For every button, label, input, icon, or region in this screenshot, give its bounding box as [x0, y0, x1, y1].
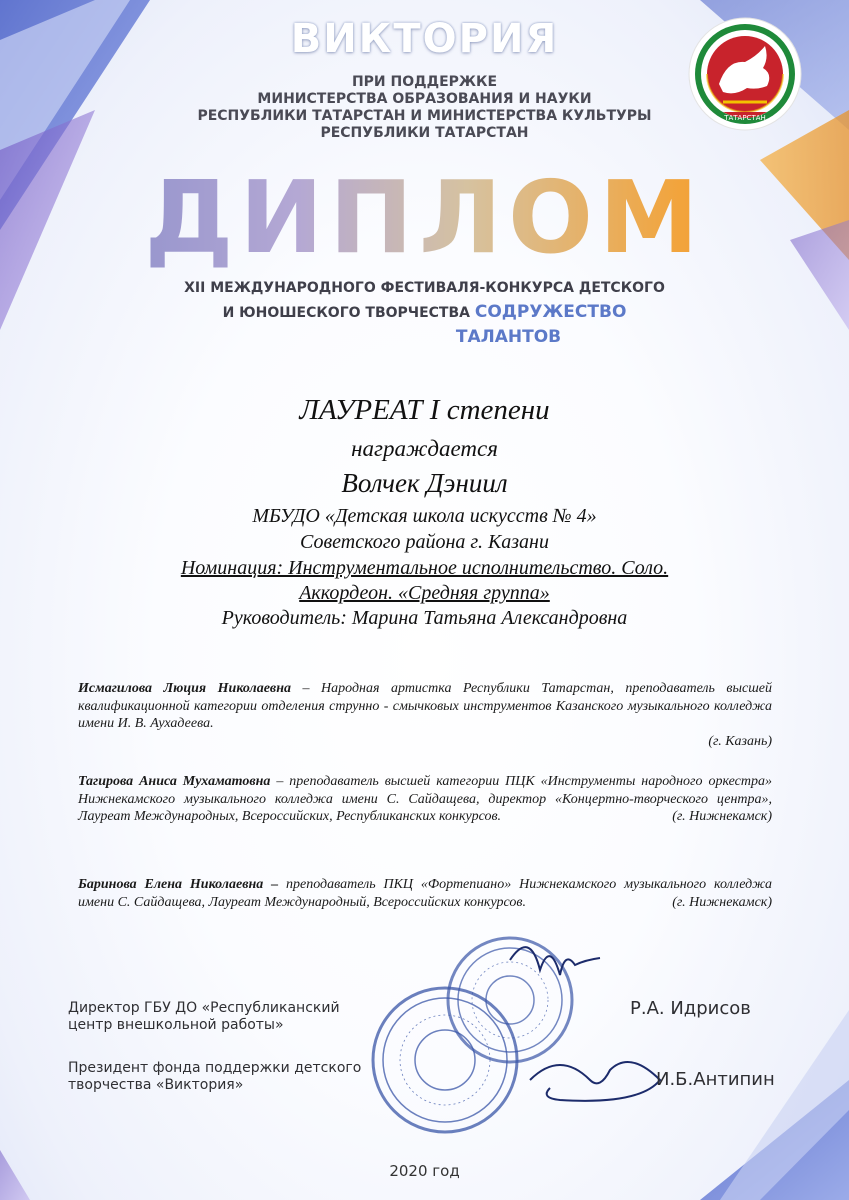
brand-logo: ВИКТОРИЯ: [290, 16, 559, 62]
school-name: МБУДО «Детская школа искусств № 4»: [252, 505, 597, 527]
president-label-line-1: Президент фонда поддержки детского: [68, 1060, 362, 1076]
support-line: МИНИСТЕРСТВА ОБРАЗОВАНИЯ И НАУКИ: [257, 91, 592, 107]
jury-member-name: Исмагилова Люция Николаевна: [78, 681, 291, 696]
jury-member-name: Тагирова Аниса Мухаматовна: [78, 774, 271, 789]
festival-block: [0, 276, 849, 349]
support-line: РЕСПУБЛИКИ ТАТАРСТАН И МИНИСТЕРСТВА КУЛЬТУРЫ: [197, 108, 652, 124]
jury-member-city: (г. Нижнекамск): [672, 809, 772, 824]
president-label: [68, 1060, 361, 1094]
director-label: [68, 1000, 340, 1034]
jury-member: [78, 680, 772, 750]
year-label: 2020 год: [389, 1162, 460, 1180]
president-name: И.Б.Антипин: [656, 1069, 775, 1090]
recipient-name: Волчек Дэниил: [341, 468, 508, 498]
award-title: ЛАУРЕАТ I степени: [299, 394, 550, 426]
support-line: ПРИ ПОДДЕРЖКЕ: [351, 74, 498, 90]
festival-accent-2: ТАЛАНТОВ: [455, 327, 562, 347]
jury-member-name: Баринова Елена Николаевна –: [78, 877, 279, 892]
awarded-label: награждается: [351, 436, 498, 461]
director-label-line-1: Директор ГБУ ДО «Республиканский: [68, 1000, 340, 1016]
jury-member-city: (г. Нижнекамск): [672, 894, 772, 910]
jury-member-text: преподаватель ПКЦ «Фортепиано» Нижнекамского музыкального колледжа имени С. Сайдащева, Лауреат Международный, Всероссийских конкурсов.: [78, 877, 773, 910]
jury-member-city: (г. Казань): [708, 733, 772, 749]
diploma-title: ДИПЛОМ: [0, 163, 849, 273]
round-stamp-right: [448, 938, 572, 1062]
jury-member-text: – преподаватель высшей категории ПЦК «Инструменты народного оркестра» Нижнекамского музыкального колледжа имени С. Сайдащева, директор «Концертно-творческого центра», Лауреат Международных, Всероссийских, Республиканских конкурсов.: [78, 774, 772, 824]
director-name: Р.А. Идрисов: [630, 998, 751, 1019]
festival-accent-1: СОДРУЖЕСТВО: [474, 302, 627, 322]
leader-name: Руководитель: Марина Татьяна Александровна: [221, 607, 628, 629]
director-signature: [510, 947, 600, 975]
jury-member: [78, 773, 772, 826]
support-block: [0, 74, 849, 142]
president-label-line-2: творчества «Виктория»: [68, 1077, 244, 1093]
festival-line-1: XII МЕЖДУНАРОДНОГО ФЕСТИВАЛЯ-КОНКУРСА ДЕТСКОГО: [184, 280, 665, 296]
stamps-and-signatures: [360, 930, 690, 1160]
district-name: Советского района г. Казани: [300, 531, 549, 553]
president-signature: [530, 1062, 660, 1101]
nomination-line-2: Аккордеон. «Средняя группа»: [299, 582, 550, 604]
festival-line-2: [0, 300, 849, 325]
emblem-label: ТАТАРСТАН: [724, 114, 766, 122]
nomination-line-1: Номинация: Инструментальное исполнительство. Соло.: [180, 557, 669, 579]
jury-member-text: – Народная артистка Республики Татарстан, преподаватель высшей квалификационной категории отделения струнно - смычковых инструментов Казанского музыкального колледжа имени И. В. Аухадеева.: [78, 681, 772, 731]
jury-member: [78, 876, 772, 911]
director-label-line-2: центр внешкольной работы»: [68, 1017, 284, 1033]
festival-line-2-text: И ЮНОШЕСКОГО ТВОРЧЕСТВА: [222, 305, 470, 321]
support-line: РЕСПУБЛИКИ ТАТАРСТАН: [320, 125, 529, 141]
